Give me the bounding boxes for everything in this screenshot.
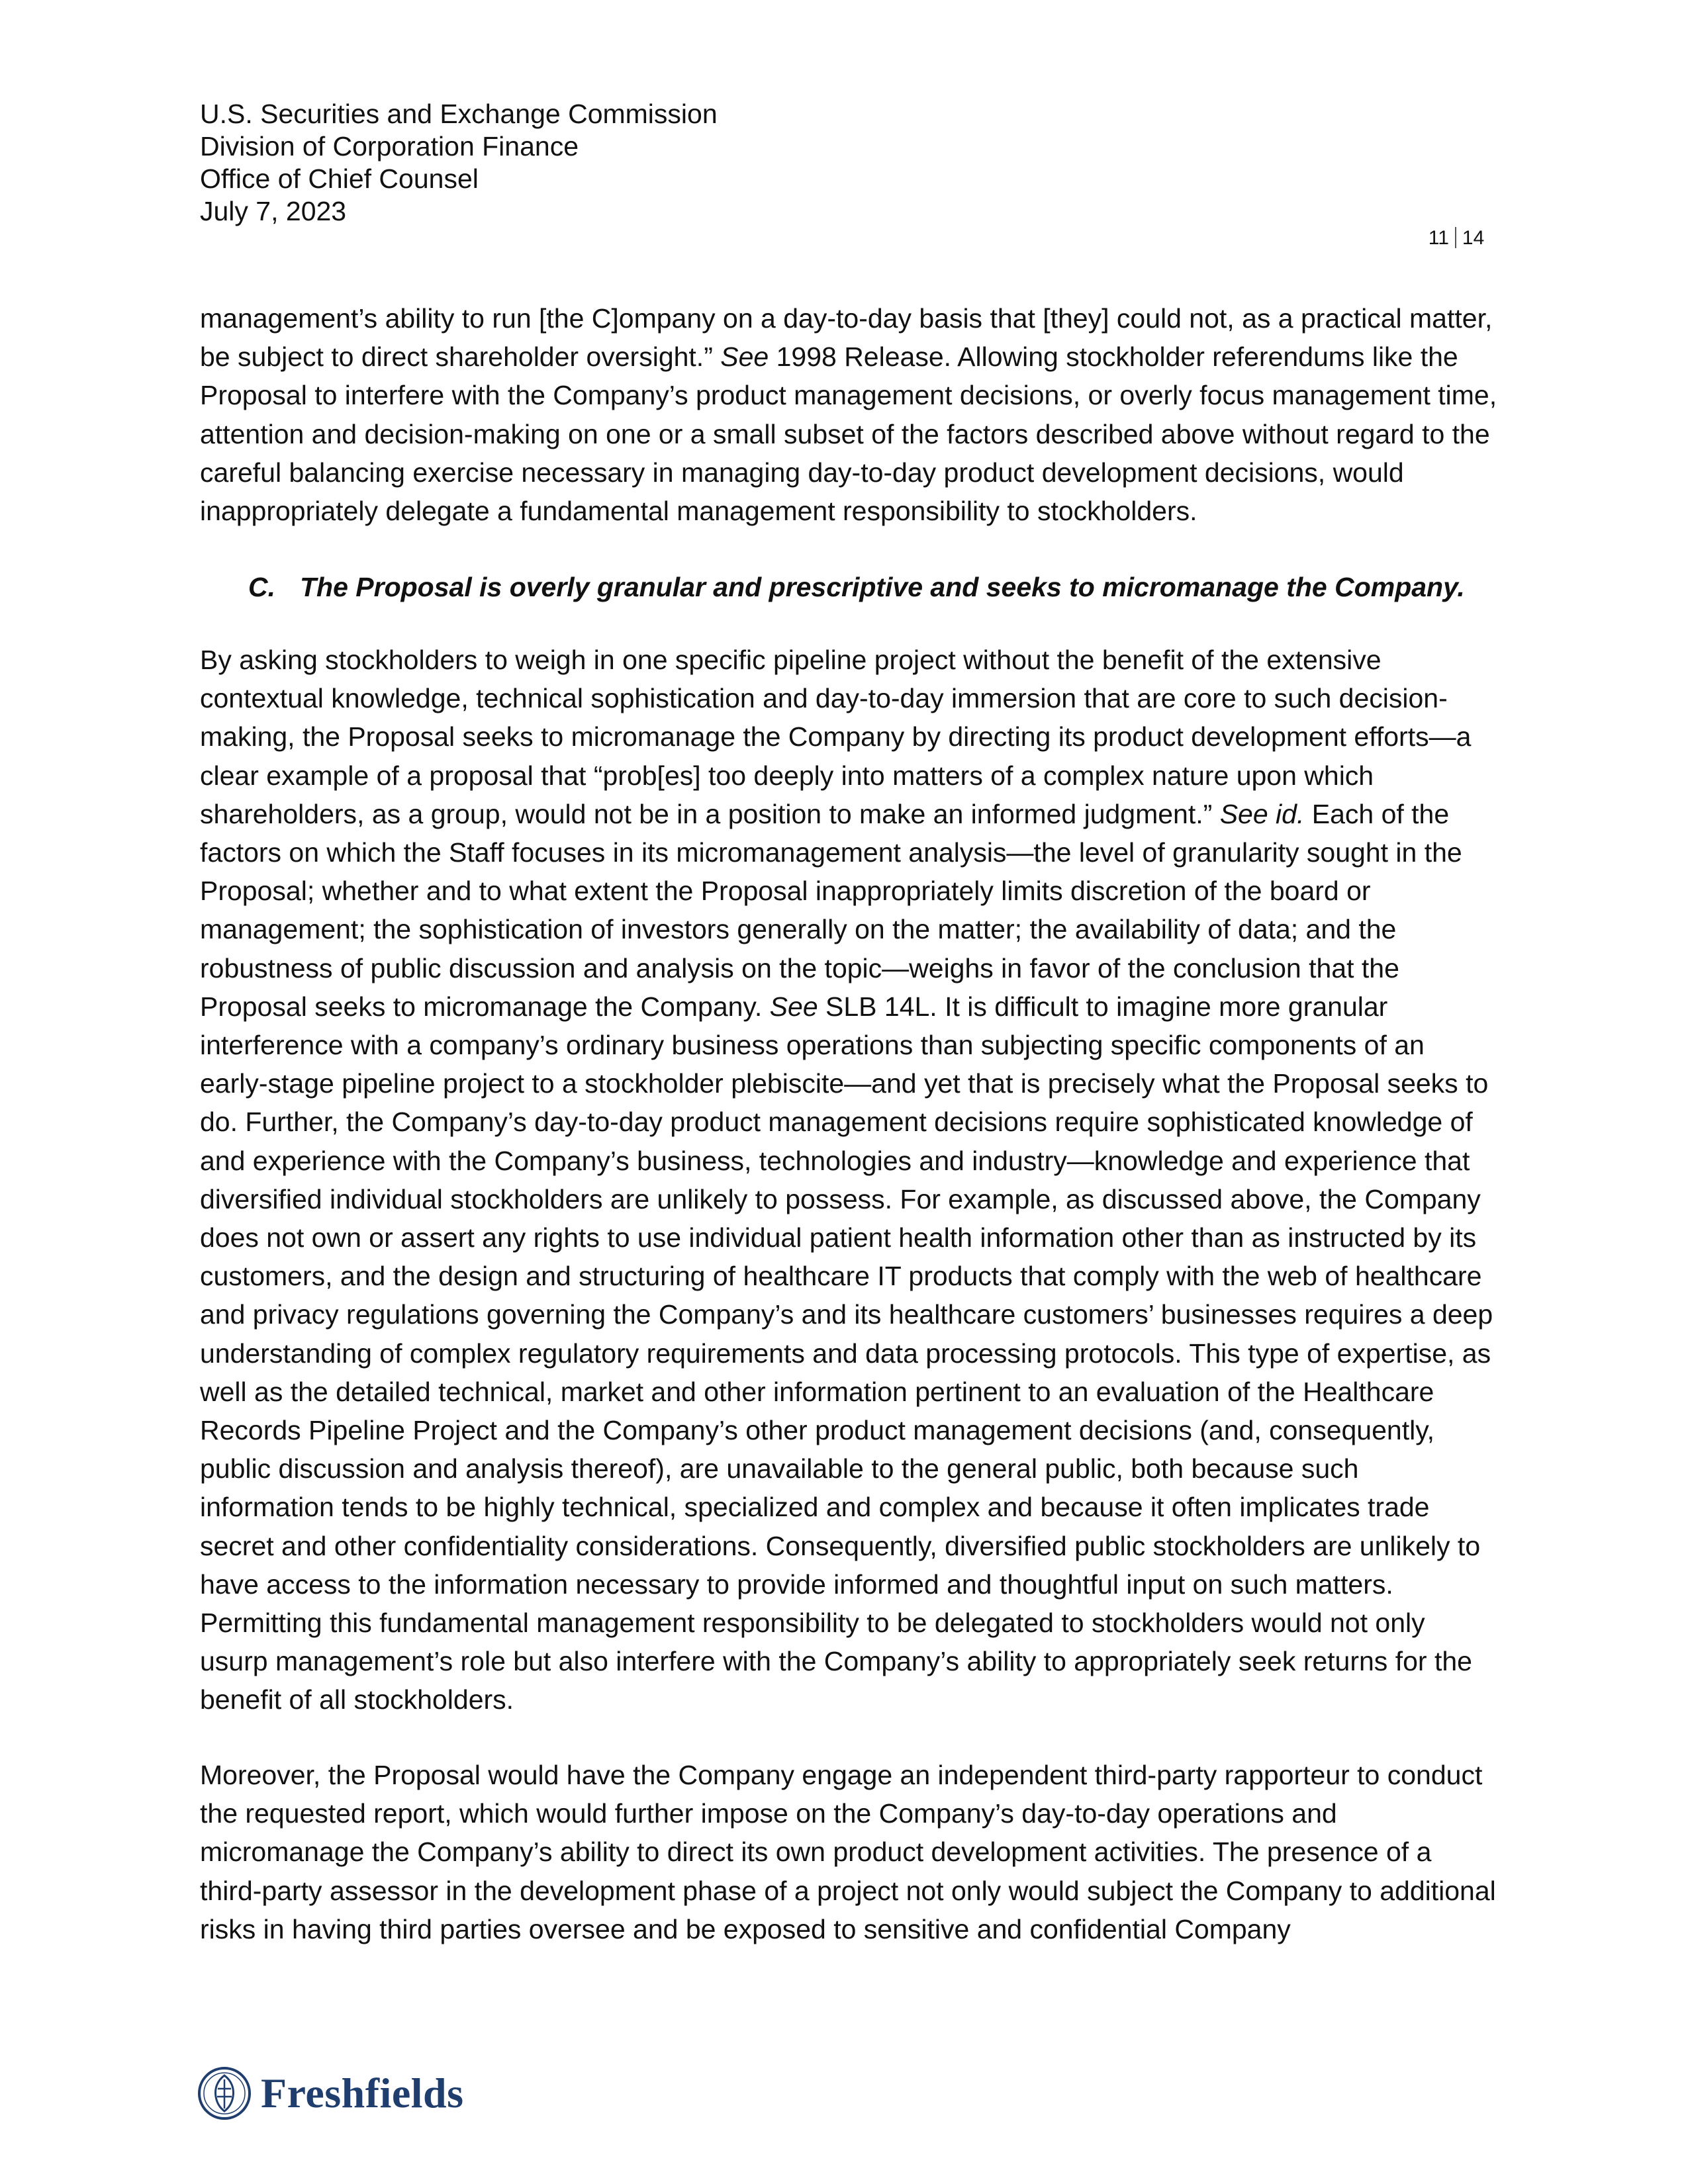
letter-header: [200, 98, 718, 228]
page-number-divider: [1455, 227, 1456, 248]
para1-citation-see: See: [720, 341, 769, 373]
recipient-line-1: U.S. Securities and Exchange Commission: [200, 99, 718, 129]
page-total: 14: [1462, 227, 1485, 249]
freshfields-wordmark: Freshfields: [261, 2070, 464, 2116]
freshfields-seal-icon: [197, 2066, 252, 2120]
para1-text-a: management’s ability to run [the C]ompany on a day-to-day basis that [they] could not, as a practical matter, be subject to direct shareholder oversight.”: [200, 303, 1493, 373]
section-letter: C.: [248, 572, 275, 602]
para2-text-c: SLB 14L. It is difficult to imagine more granular interference with a company’s ordinary business operations than subjecting specific components of an early-stage pipeline project to a stockholder plebiscite—and yet that is precisely what the Proposal seeks to do. Further, the Company’s day-to-day product management decisions require sophisticated knowledge of and experience with the Company’s business, technologies and industry—knowledge and experience that diversified individual stockholders are unlikely to possess. For example, as discussed above, the Company does not own or assert any rights to use individual patient health information other than as instructed by its customers, and the design and structuring of healthcare IT products that comply with the web of healthcare and privacy regulations governing the Company’s and its healthcare customers’ businesses requires a deep understanding of complex regulatory requirements and data processing protocols. This type of expertise, as well as the detailed technical, market and other information pertinent to an evaluation of the Healthcare Records Pipeline Project and the Company’s other product management decisions (and, consequently, public discussion and analysis thereof), are unavailable to the general public, both because such information tends to be highly technical, specialized and complex and because it often implicates trade secret and other confidentiality considerations. Consequently, diversified public stockholders are unlikely to have access to the information necessary to provide informed and thoughtful input on such matters. Permitting this fundamental management responsibility to be delegated to stockholders would not only usurp management’s role but also interfere with the Company’s ability to appropriately seek returns for the benefit of all stockholders.: [200, 991, 1493, 1715]
recipient-line-2: Division of Corporation Finance: [200, 131, 579, 161]
section-title: The Proposal is overly granular and prescriptive and seeks to micromanage the Company.: [300, 572, 1465, 602]
paragraph-2: [200, 641, 1497, 1719]
section-heading: [248, 568, 1506, 606]
page-current: 11: [1428, 227, 1449, 249]
paragraph-3: [200, 1756, 1497, 1948]
letter-date: July 7, 2023: [200, 196, 347, 226]
para1-text-b: 1998 Release. Allowing stockholder referendums like the Proposal to interfere with the Company’s product management decisions, or overly focus management time, attention and decision-making on one or a small subset of the factors described above without regard to the careful balancing exercise necessary in managing day-to-day product development decisions, would inappropriately delegate a fundamental management responsibility to stockholders.: [200, 341, 1497, 527]
para2-text-a: By asking stockholders to weigh in one specific pipeline project without the benefit of the extensive contextual knowledge, technical sophistication and day-to-day immersion that are core to such decision-making, the Proposal seeks to micromanage the Company by directing its product development efforts—a clear example of a proposal that “prob[es] too deeply into matters of a complex nature upon which shareholders, as a group, would not be in a position to make an informed judgment.”: [200, 645, 1472, 829]
para2-text-b: Each of the factors on which the Staff focuses in its micromanagement analysis—the level of granularity sought in the Proposal; whether and to what extent the Proposal inappropriately limits discretion of the board or management; the sophistication of investors generally on the matter; the availability of data; and the robustness of public discussion and analysis on the topic—weighs in favor of the conclusion that the Proposal seeks to micromanage the Company.: [200, 798, 1462, 1022]
recipient-line-3: Office of Chief Counsel: [200, 163, 479, 194]
footer-logo: [197, 2066, 464, 2120]
page-number: [1417, 226, 1496, 250]
para2-citation-see: See: [769, 991, 818, 1022]
para2-citation-see-id: See id.: [1219, 798, 1305, 829]
paragraph-1: [200, 299, 1497, 530]
para3-text: Moreover, the Proposal would have the Company engage an independent third-party rapporteur to conduct the requested report, which would further impose on the Company’s day-to-day operations and micromanage the Company’s ability to direct its own product development activities. The presence of a third-party assessor in the development phase of a project not only would subject the Company to additional risks in having third parties oversee and be exposed to sensitive and confidential Company: [200, 1760, 1496, 1944]
